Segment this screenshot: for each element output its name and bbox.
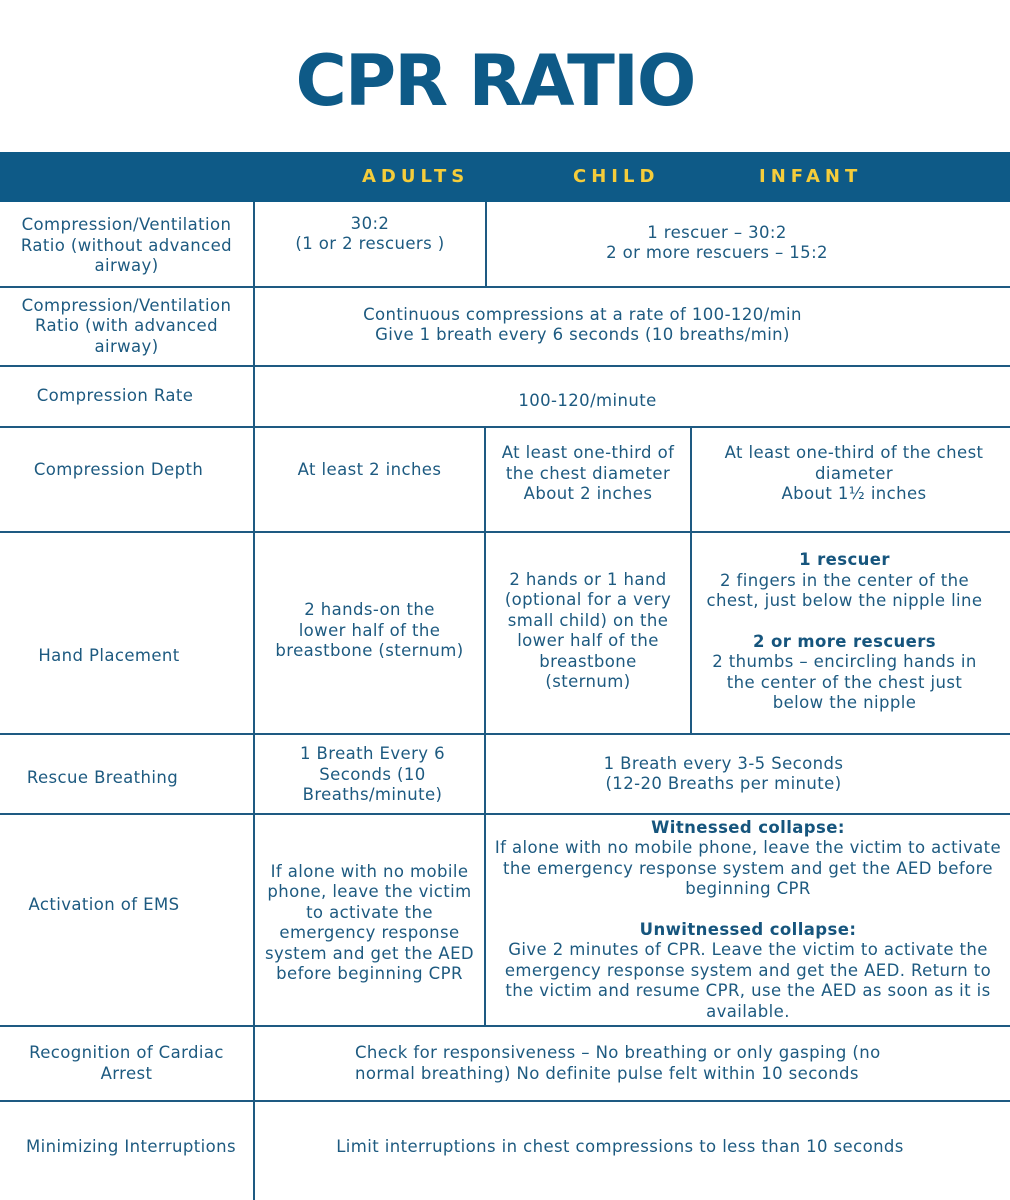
header-adults: ADULTS	[362, 166, 470, 187]
ems-unwitnessed-heading: Unwitnessed collapse:	[639, 919, 857, 939]
row-label-interrupt: Minimizing Interruptions	[26, 1136, 236, 1156]
header-infant: INFANT	[759, 166, 863, 187]
ems-child-infant: Witnessed collapse: If alone with no mobile phone, leave the victim to activate the emergency response system and get the AED before beginning CPR Unwitnessed collapse: Give 2 minutes of CPR. Leave the victim to activate the emergency response system and get the AED. Return to the victim and resume CPR, use the AED as soon as it is available.	[486, 815, 1010, 1025]
row-label-rate: Compression Rate	[36, 386, 194, 406]
hand-infant-heading-2: 2 or more rescuers	[752, 631, 937, 651]
recognition-all: Check for responsiveness – No breathing or only gasping (no normal breathing) No definite pulse felt within 10 seconds	[355, 1043, 881, 1083]
depth-child: At least one-third of the chest diameter About 2 inches	[501, 443, 675, 504]
depth-infant: At least one-third of the chest diameter About 1½ inches	[724, 443, 984, 504]
rescue-child-infant: 1 Breath every 3-5 Seconds (12-20 Breaths per minute)	[603, 753, 844, 793]
ems-witnessed-heading: Witnessed collapse:	[651, 817, 845, 837]
ems-adults: If alone with no mobile phone, leave the victim to activate the emergency response system and get the AED before beginning CPR	[264, 861, 475, 983]
page-title: CPR RATIO	[295, 40, 695, 122]
row-label-rescue: Rescue Breathing	[26, 767, 179, 787]
row-divider	[0, 1100, 1010, 1102]
hand-child: 2 hands or 1 hand (optional for a very small child) on the lower half of the breastbone (sternum)	[504, 569, 672, 691]
rescue-adults: 1 Breath Every 6 Seconds (10 Breaths/minute)	[300, 744, 445, 805]
depth-adults: At least 2 inches	[297, 460, 442, 480]
row-label-recognition: Recognition of Cardiac Arrest	[29, 1043, 224, 1083]
row-label-ems: Activation of EMS	[28, 894, 180, 914]
row-label-depth: Compression Depth	[33, 460, 204, 480]
interrupt-all: Limit interruptions in chest compressions to less than 10 seconds	[336, 1136, 904, 1156]
rate-all: 100-120/minute	[518, 391, 657, 411]
row-label-cv-no-airway: Compression/Ventilation Ratio (without advanced airway)	[20, 215, 233, 276]
hand-infant-heading-1: 1 rescuer	[799, 550, 890, 570]
header-child: CHILD	[573, 166, 660, 187]
hand-adults: 2 hands-on the lower half of the breastbone (sternum)	[275, 600, 464, 661]
cv-no-airway-child-infant: 1 rescuer – 30:2 2 or more rescuers – 15:2	[606, 222, 828, 262]
cv-no-airway-adults: 30:2 (1 or 2 rescuers )	[295, 213, 445, 253]
row-label-cv-airway: Compression/Ventilation Ratio (with advanced airway)	[21, 295, 232, 356]
cv-airway-all: Continuous compressions at a rate of 100-120/min Give 1 breath every 6 seconds (10 breaths/min)	[363, 304, 802, 344]
row-label-hand: Hand Placement	[38, 645, 180, 665]
hand-infant: 1 rescuer 2 fingers in the center of the chest, just below the nipple line 2 or more rescuers 2 thumbs – encircling hands in the center of the chest just below the nipple	[692, 533, 997, 731]
